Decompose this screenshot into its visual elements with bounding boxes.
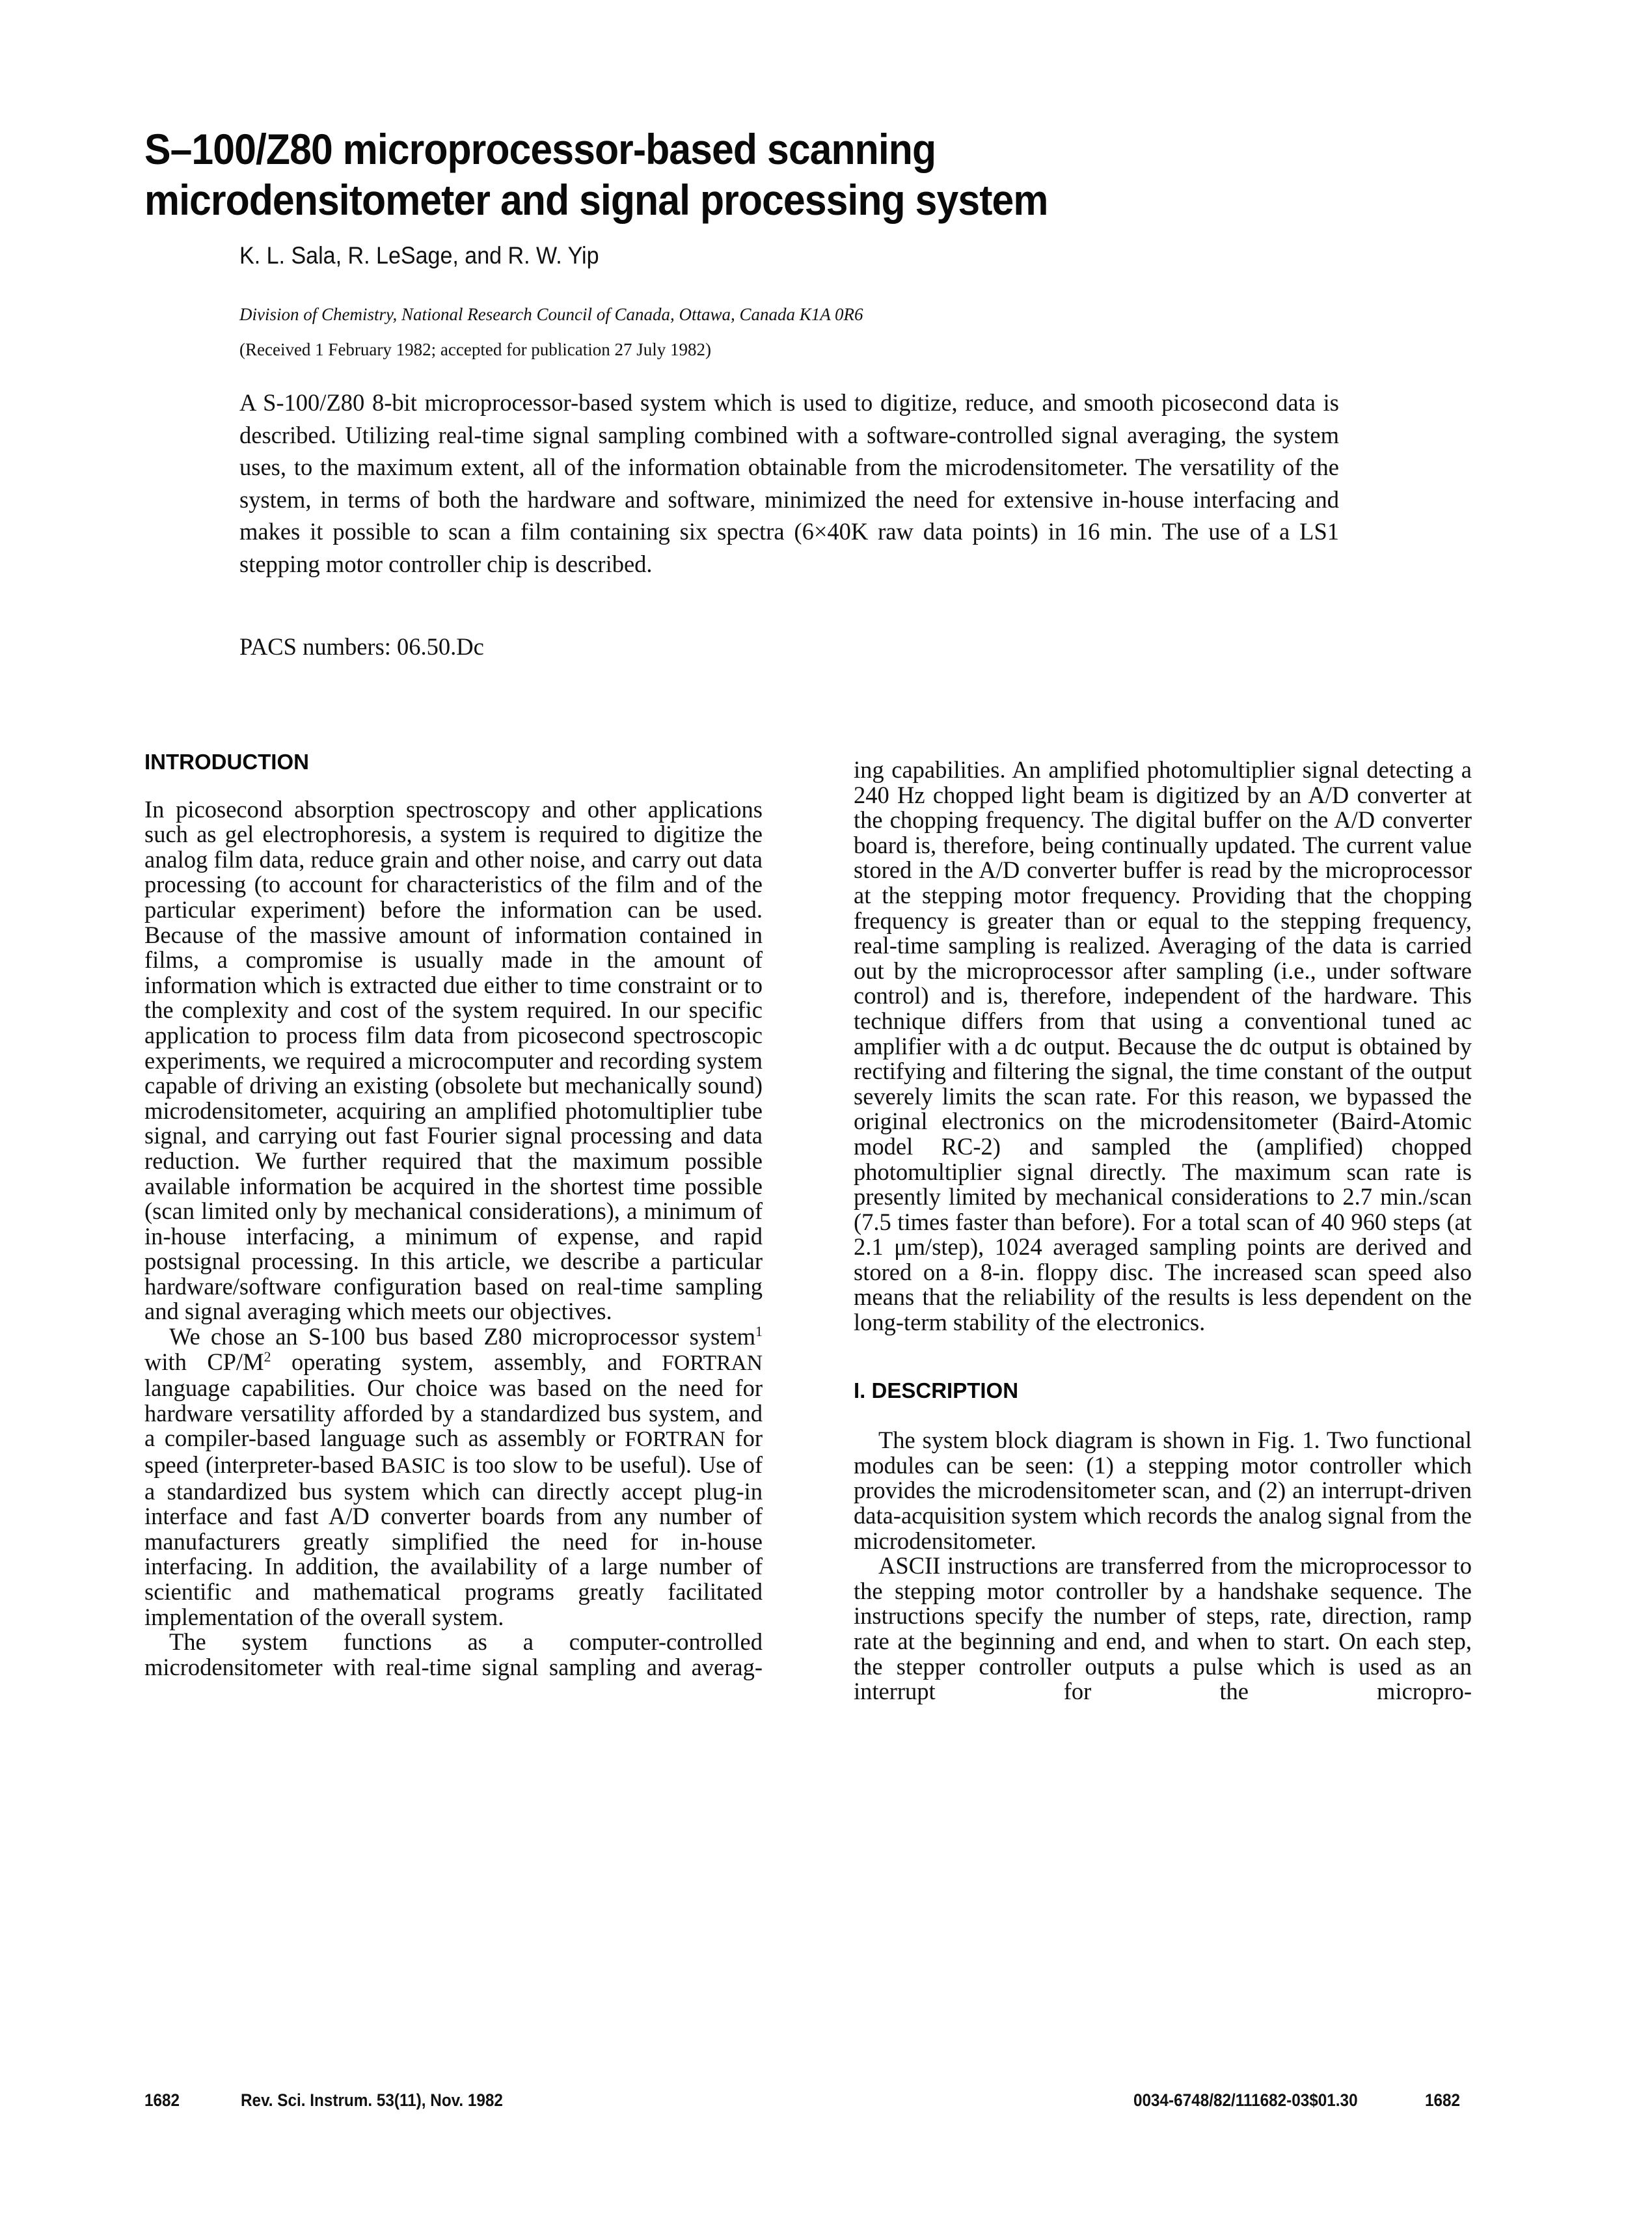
authors: K. L. Sala, R. LeSage, and R. W. Yip — [239, 242, 599, 269]
description-paragraph-1: The system block diagram is shown in Fig. 1. Two functional modules can be seen: (1) a stepping motor controller which provides the microdensitometer scan, and (2) an interrupt-driven data-acquisition system which records the analog signal from the microdensitometer. — [854, 1427, 1472, 1554]
intro-paragraph-3-start: The system functions as a computer-controlled microdensitometer with real-time signal sampling and averag- — [144, 1628, 763, 1680]
description-paragraph-2: ASCII instructions are transferred from the microprocessor to the stepping motor controller by a handshake sequence. The instructions specify the number of steps, rate, direction, ramp rate at the beginning and end, and when to start. On each step, the stepper controller outputs a pulse which is used as an interrupt for the micropro- — [854, 1552, 1472, 1705]
footer-page-number-right: 1682 — [1425, 2090, 1461, 2110]
pacs-numbers: PACS numbers: 06.50.Dc — [239, 633, 484, 660]
text-run: with CP/M — [144, 1348, 264, 1375]
footnote-ref-1[interactable]: 1 — [755, 1322, 763, 1339]
footnote-ref-2[interactable]: 2 — [264, 1348, 271, 1365]
received-dates: (Received 1 February 1982; accepted for publication 27 July 1982) — [239, 340, 712, 359]
footer-journal-citation: Rev. Sci. Instrum. 53(11), Nov. 1982 — [241, 2090, 503, 2110]
text-run: is too slow to be useful). Use of a standardized bus system which can directly accept plug-in interface and fast A/D converter boards from any number of manufacturers greatly simplified the need for in-house interfacing. In addition, the availability of a large number of scientific and mathematical programs greatly facilitated implementation of the overall system. — [144, 1451, 763, 1630]
text-run: language capabilities. Our choice was based on the need for hardware versatility afforded by a standardized bus system, and a compiler-based language such as assembly or — [144, 1374, 763, 1452]
text-run: We chose an S-100 bus based Z80 microprocessor system — [169, 1323, 756, 1350]
intro-paragraph-1: In picosecond absorption spectroscopy and other applications such as gel electrophoresis, a system is required to digitize the analog film data, reduce grain and other noise, and carry out data processing (to account for characteristics of the film and of the particular experiment) before the information can be used. Because of the massive amount of information contained in films, a compromise is usually made in the amount of information which is extracted due either to time constraint or to the complexity and cost of the system required. In our specific application to process film data from picosecond spectroscopic experiments, we required a microcomputer and recording system capable of driving an existing (obsolete but mechanically sound) microdensitometer, acquiring an amplified photomultiplier tube signal, and carrying out fast Fourier signal processing and data reduction. We further required that the maximum possible available information be acquired in the shortest time possible (scan limited only by mechanical considerations), a minimum of in-house interfacing, a minimum of expense, and rapid postsignal processing. In this article, we describe a particular hardware/software configuration based on real-time sampling and signal averaging which meets our objectives. — [144, 795, 763, 1325]
small-caps-term: FORTRAN — [662, 1350, 763, 1375]
small-caps-term: FORTRAN — [625, 1427, 725, 1452]
small-caps-term: BASIC — [381, 1454, 446, 1479]
intro-paragraph-3-continued: ing capabilities. An amplified photomultiplier signal detecting a 240 Hz chopped light beam is digitized by an A/D converter at the chopping frequency. The digital buffer on the A/D converter board is, therefore, being continually updated. The current value stored in the A/D converter buffer is read by the microprocessor at the stepping motor frequency. Providing that the chopping frequency is greater than or equal to the stepping frequency, real-time sampling is realized. Averaging of the data is carried out by the microprocessor after sampling (i.e., under software control) and is, therefore, independent of the hardware. This technique differs from that using a conventional tuned ac amplifier with a dc output. Because the dc output is obtained by rectifying and filtering the signal, the time constant of the output severely limits the scan rate. For this reason, we bypassed the original electronics on the microdensitometer (Baird-Atomic model RC-2) and sampled the (amplified) chopped photomultiplier signal directly. The maximum scan rate is presently limited by mechanical considerations to 2.7 min./scan (7.5 times faster than before). For a total scan of 40 960 steps (at 2.1 μm/step), 1024 averaged sampling points are derived and stored on a 8-in. floppy disc. The increased scan speed also means that the reliability of the results is less dependent on the long-term stability of the electronics. — [854, 756, 1472, 1336]
title-line-1: S–100/Z80 microprocessor-based scanning — [144, 125, 936, 173]
left-column — [144, 750, 763, 1680]
article-title — [144, 124, 1342, 225]
intro-paragraph-2 — [144, 1324, 763, 1630]
section-heading-description: I. DESCRIPTION — [854, 1378, 1019, 1402]
footer-code: 0034-6748/82/111682-03$01.30 — [1133, 2090, 1358, 2110]
section-heading-introduction: INTRODUCTION — [144, 750, 309, 774]
title-line-2: microdensitometer and signal processing system — [144, 176, 1048, 224]
right-column — [854, 758, 1472, 1704]
affiliation: Division of Chemistry, National Research Council of Canada, Ottawa, Canada K1A 0R6 — [239, 305, 863, 324]
text-run: for speed (interpreter-based — [144, 1425, 763, 1479]
footer-page-number-left: 1682 — [144, 2090, 180, 2110]
text-run: operating system, assembly, and — [271, 1348, 662, 1375]
abstract: A S-100/Z80 8-bit microprocessor-based system which is used to digitize, reduce, and smooth picosecond data is described. Utilizing real-time signal sampling combined with a software-controlled signal averaging, the system uses, to the maximum extent, all of the information obtainable from the microdensitometer. The versatility of the system, in terms of both the hardware and software, minimized the need for extensive in-house interfacing and makes it possible to scan a film containing six spectra (6×40K raw data points) in 16 min. The use of a LS1 stepping motor controller chip is described. — [239, 389, 1339, 577]
